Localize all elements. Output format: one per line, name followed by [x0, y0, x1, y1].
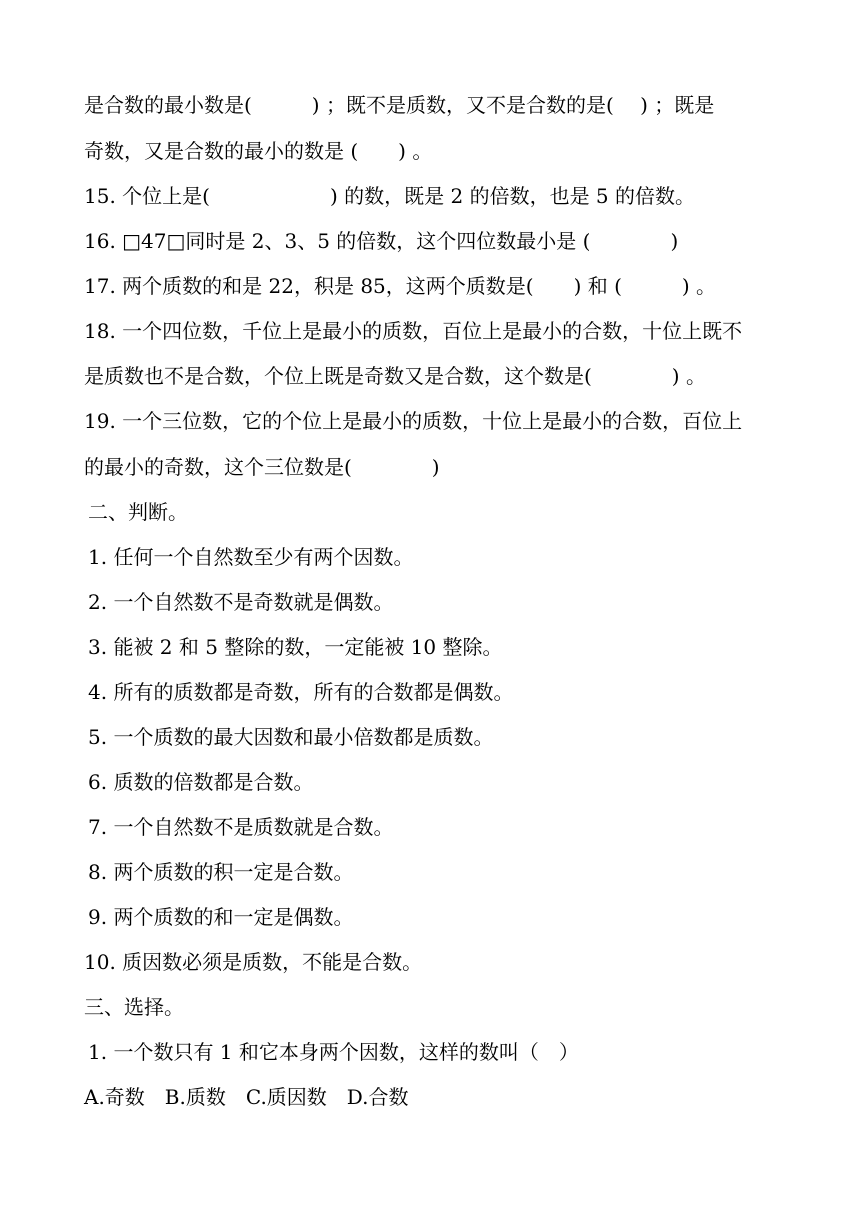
judge-item-2: 2. 一个自然数不是奇数就是偶数。	[88, 590, 394, 614]
question-14-line-1: 是合数的最小数是( ) ；既不是质数，又不是合数的是( ) ；既是	[84, 93, 715, 117]
question-18-line-1: 18. 一个四位数，千位上是最小的质数，百位上是最小的合数，十位上既不	[84, 319, 743, 343]
question-19-line-1: 19. 一个三位数，它的个位上是最小的质数，十位上是最小的合数，百位上	[84, 409, 743, 433]
question-15: 15. 个位上是( ) 的数，既是 2 的倍数，也是 5 的倍数。	[84, 184, 696, 208]
judge-item-8: 8. 两个质数的积一定是合数。	[88, 860, 354, 884]
section-3-heading: 三、选择。	[84, 995, 184, 1019]
judge-item-7: 7. 一个自然数不是质数就是合数。	[88, 815, 394, 839]
judge-item-5: 5. 一个质数的最大因数和最小倍数都是质数。	[88, 725, 494, 749]
judge-item-6: 6. 质数的倍数都是合数。	[88, 770, 314, 794]
question-14-line-2: 奇数，又是合数的最小的数是 ( ) 。	[84, 139, 433, 163]
choice-question-1: 1. 一个数只有 1 和它本身两个因数，这样的数叫（ ）	[88, 1040, 579, 1064]
judge-item-10: 10. 质因数必须是质数，不能是合数。	[84, 950, 423, 974]
judge-item-4: 4. 所有的质数都是奇数，所有的合数都是偶数。	[88, 680, 514, 704]
judge-item-3: 3. 能被 2 和 5 整除的数，一定能被 10 整除。	[88, 635, 503, 659]
judge-item-1: 1. 任何一个自然数至少有两个因数。	[88, 545, 414, 569]
judge-item-9: 9. 两个质数的和一定是偶数。	[88, 905, 354, 929]
question-17: 17. 两个质数的和是 22，积是 85，这两个质数是( ) 和 ( ) 。	[84, 274, 717, 298]
section-2-heading: 二、判断。	[88, 500, 188, 524]
choice-options: A.奇数 B.质数 C.质因数 D.合数	[84, 1085, 409, 1109]
question-16: 16. □47□同时是 2、3、5 的倍数，这个四位数最小是 ( )	[84, 229, 679, 253]
question-18-line-2: 是质数也不是合数，个位上既是奇数又是合数，这个数是( ) 。	[84, 364, 706, 388]
question-19-line-2: 的最小的奇数，这个三位数是( )	[84, 455, 440, 479]
